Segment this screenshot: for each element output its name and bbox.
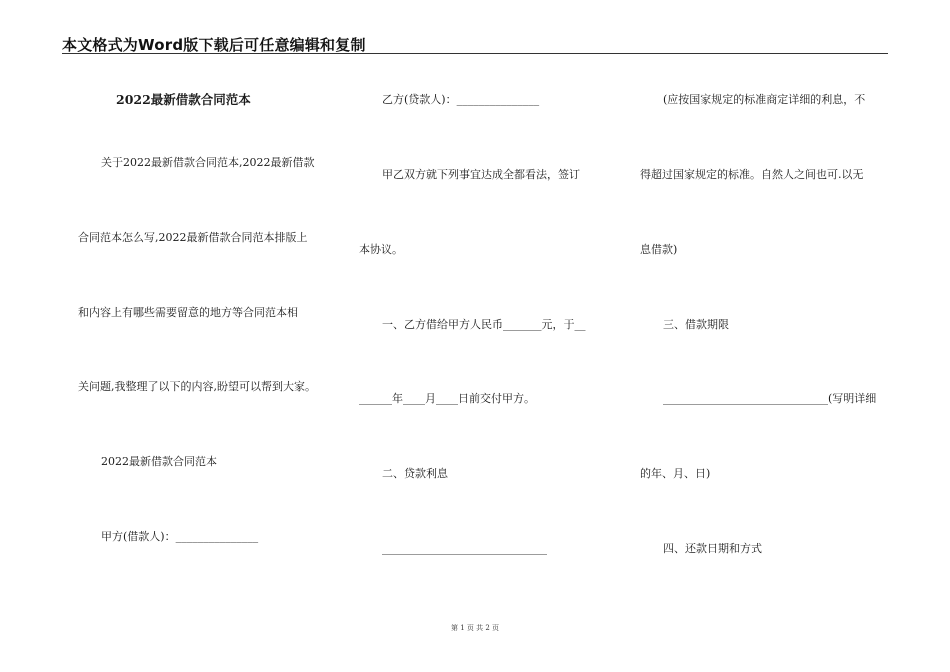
clause-1-amount: 一、乙方借给甲方人民币_______元，于__: [382, 318, 586, 331]
page-number: 第 1 页 共 2 页: [450, 624, 500, 632]
clause-2-blank: ______________________________: [382, 542, 547, 555]
left-line-2: 合同范本怎么写,2022最新借款合同范本排版上: [78, 231, 308, 244]
left-line-3: 和内容上有哪些需要留意的地方等合同范本相: [78, 306, 298, 319]
right-line-2: 得超过国家规定的标准。自然人之间也可.以无: [640, 168, 864, 181]
middle-line-3: 本协议。: [359, 243, 403, 256]
lender-field: 乙方(贷款人)：_______________: [382, 93, 540, 106]
right-line-3: 息借款): [640, 243, 678, 256]
left-section-heading: 2022最新借款合同范本: [101, 455, 217, 468]
clause-2-heading: 二、贷款利息: [382, 467, 448, 480]
header-divider: [62, 53, 888, 54]
clause-3-blank: ______________________________(写明详细: [663, 392, 877, 405]
clause-1-date: ______年____月____日前交付甲方。: [359, 392, 535, 405]
middle-line-2: 甲乙双方就下列事宜达成全都看法，签订: [382, 168, 580, 181]
right-line-1: (应按国家规定的标准商定详细的利息，不: [663, 93, 866, 106]
left-line-4: 关问题,我整理了以下的内容,盼望可以帮到大家。: [78, 380, 316, 393]
borrower-field: 甲方(借款人)：_______________: [101, 530, 259, 543]
clause-3-heading: 三、借款期限: [663, 318, 729, 331]
document-header: 本文格式为Word版下载后可任意编辑和复制: [62, 36, 366, 54]
document-title: 2022最新借款合同范本: [116, 92, 251, 107]
left-line-1: 关于2022最新借款合同范本,2022最新借款: [101, 156, 315, 169]
right-line-6: 的年、月、日): [640, 467, 711, 480]
clause-4-heading: 四、还款日期和方式: [663, 542, 762, 555]
